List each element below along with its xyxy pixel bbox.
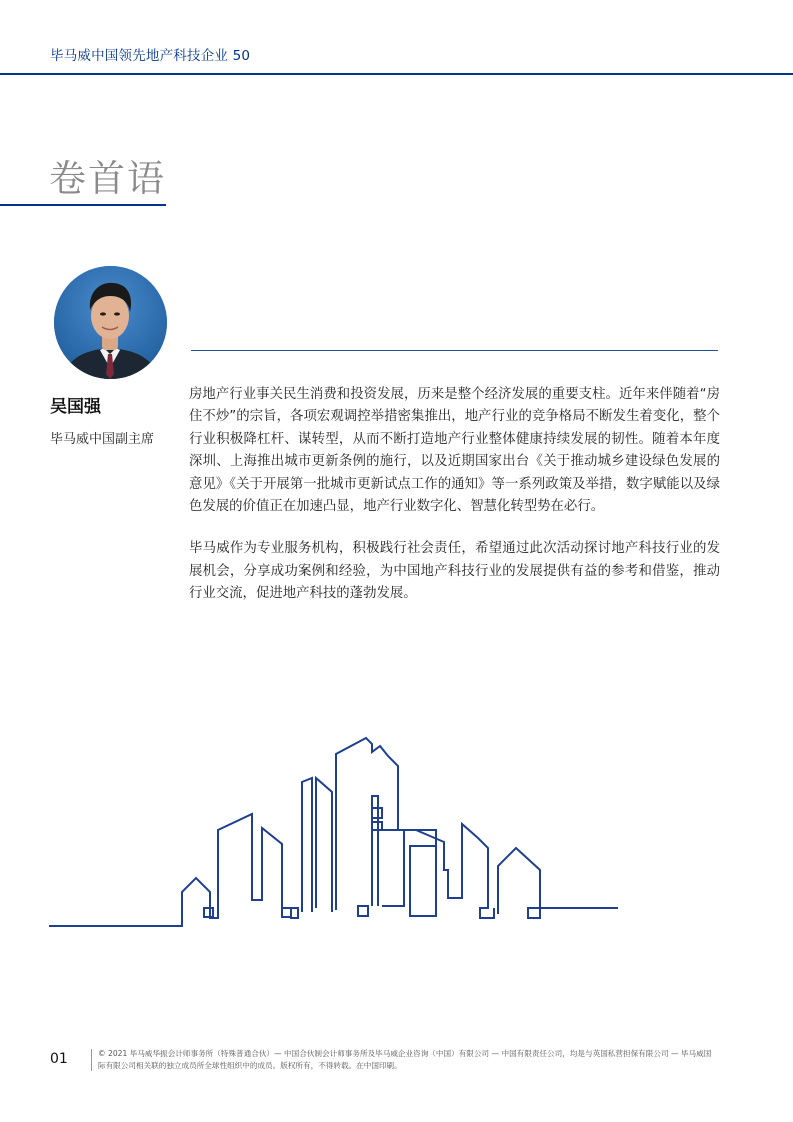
author-name: 吴国强 — [50, 397, 101, 417]
foreword-body — [189, 384, 720, 626]
page-number: 01 — [50, 1051, 68, 1067]
footer-separator — [91, 1049, 92, 1071]
city-skyline-illustration — [0, 730, 793, 940]
document-header-title: 毕马威中国领先地产科技企业 50 — [50, 48, 251, 64]
copyright-notice: © 2021 毕马威华振会计师事务所（特殊普通合伙）— 中国合伙制会计师事务所及毕马威企业咨询（中国）有限公司 — 中国有限责任公司，均是与英国私营担保有限公司 — 毕马威国际有限公司相关联的独立成员所全球性组织中的成员。版权所有，不得转载。在中国印刷。 — [98, 1049, 712, 1070]
section-title: 卷首语 — [49, 157, 166, 200]
header-divider — [0, 73, 793, 75]
author-portrait-photo — [54, 266, 167, 379]
foreword-paragraph: 毕马威作为专业服务机构，积极践行社会责任，希望通过此次活动探讨地产科技行业的发展机会，分享成功案例和经验，为中国地产科技行业的发展提供有益的参考和借鉴，推动行业交流，促进地产科技的蓬勃发展。 — [189, 541, 720, 602]
section-title-underline — [0, 204, 166, 206]
author-title: 毕马威中国副主席 — [50, 432, 155, 447]
foreword-paragraph: 房地产行业事关民生消费和投资发展，历来是整个经济发展的重要支柱。近年来伴随着“房住不炒”的宗旨，各项宏观调控举措密集推出，地产行业的竞争格局不断发生着变化，整个行业积极降杠杆、谋转型，从而不断打造地产行业整体健康持续发展的韧性。随着本年度深圳、上海推出城市更新条例的施行，以及近期国家出台《关于推动城乡建设绿色发展的意见》《关于开展第一批城市更新试点工作的通知》等一系列政策及举措，数字赋能以及绿色发展的价值正在加速凸显，地产行业数字化、智慧化转型势在必行。 — [189, 387, 720, 515]
author-portrait-illustration — [54, 266, 167, 379]
content-divider — [191, 350, 718, 351]
